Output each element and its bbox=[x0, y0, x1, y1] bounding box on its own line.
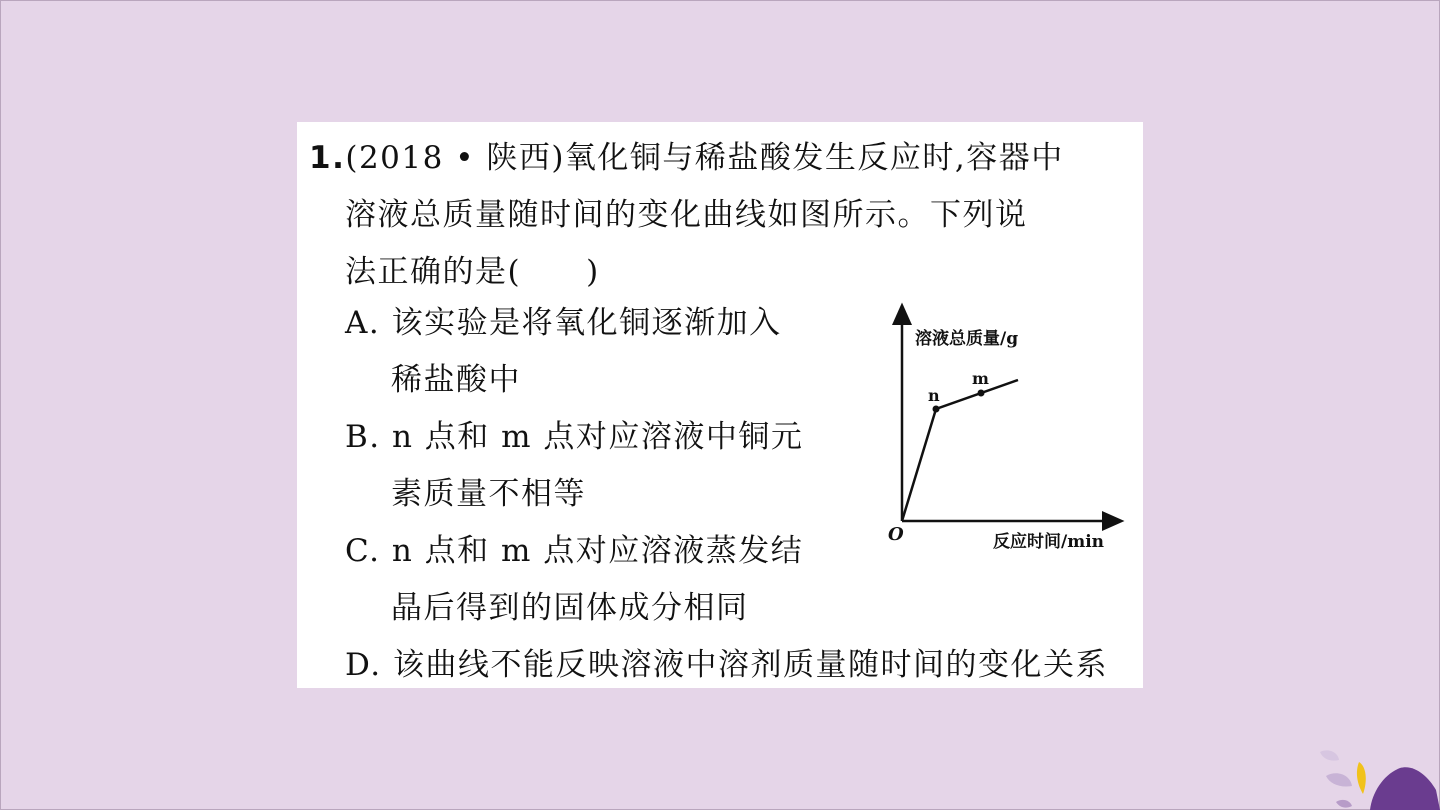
question-card bbox=[297, 122, 1143, 688]
option-a-line-2: 稀盐酸中 bbox=[391, 362, 521, 398]
option-d-line-1: D. 该曲线不能反映溶液中溶剂质量随时间的变化关系 bbox=[345, 647, 1108, 683]
deco-purple-shape bbox=[1370, 767, 1440, 810]
deco-yellow-shape bbox=[1357, 762, 1366, 794]
mass-curve bbox=[902, 380, 1018, 521]
question-text-line-1: (2018 • 陕西)氧化铜与稀盐酸发生反应时,容器中 bbox=[345, 140, 1064, 176]
deco-lilac-shape-3 bbox=[1336, 800, 1352, 808]
deco-lilac-shape-1 bbox=[1326, 773, 1352, 786]
deco-lilac-shape-2 bbox=[1320, 750, 1339, 760]
question-text-line-3: 法正确的是( ) bbox=[345, 254, 600, 290]
point-n-label: n bbox=[928, 386, 940, 405]
question-text-line-2: 溶液总质量随时间的变化曲线如图所示。下列说 bbox=[345, 197, 1028, 233]
y-axis-label: 溶液总质量/g bbox=[915, 329, 1019, 349]
point-n bbox=[933, 406, 940, 413]
point-m-label: m bbox=[972, 369, 989, 388]
x-axis-label: 反应时间/min bbox=[993, 532, 1105, 552]
option-c-line-2: 晶后得到的固体成分相同 bbox=[391, 590, 749, 626]
question-line-1 bbox=[309, 130, 1129, 187]
option-b-line-1: B. n 点和 m 点对应溶液中铜元 bbox=[345, 419, 804, 455]
option-c-line-1: C. n 点和 m 点对应溶液蒸发结 bbox=[345, 533, 804, 569]
question-stem bbox=[309, 130, 1129, 301]
corner-decoration bbox=[1310, 740, 1440, 810]
point-m bbox=[978, 390, 985, 397]
mass-time-graph bbox=[877, 302, 1137, 552]
option-a-line-1: A. 该实验是将氧化铜逐渐加入 bbox=[345, 305, 782, 341]
question-number: 1. bbox=[309, 140, 346, 176]
origin-label: O bbox=[888, 524, 904, 545]
option-b-line-2: 素质量不相等 bbox=[391, 476, 586, 512]
